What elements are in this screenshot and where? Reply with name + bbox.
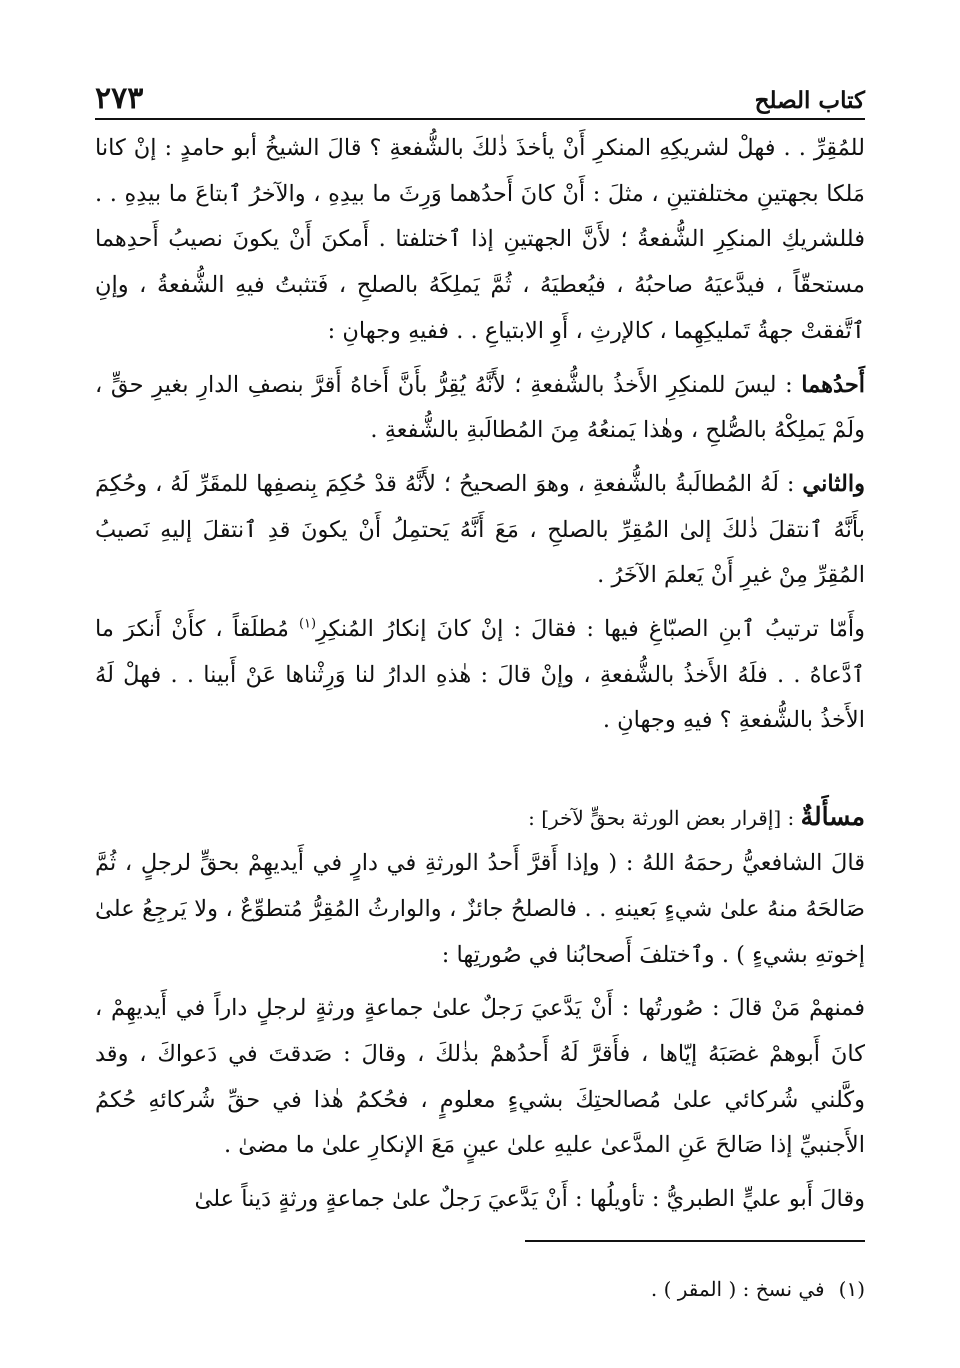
paragraph-text: وأَمّا ترتيبُ ٱبنِ الصبّاغِ فيها : فقالَ : إنْ كانَ إنكارُ المُنكِرِ bbox=[316, 616, 865, 643]
paragraph-text: قالَ الشافعيُّ رحمَهُ اللهُ : ( وإذا أَقرَّ أَحدُ الورثةِ في دارٍ في أَيديهِمْ بحقٍّ لرجلٍ ، ثُمَّ صَالحَهُ منهُ علىٰ شيءٍ بَعينهِ . . فالصلحُ جائزٌ ، والوارثُ المُقِرُّ مُتطوِّعٌ ، ولا يَرجِعُ علىٰ إخوتهِ بشيءٍ ) . وٱختلفَ أَصحابُنا في صُورتِها : bbox=[95, 850, 865, 968]
section-heading bbox=[95, 794, 865, 841]
paragraph-second-view bbox=[95, 462, 865, 599]
footnote-number: (١) bbox=[838, 1277, 865, 1301]
paragraph-intro bbox=[95, 126, 865, 355]
paragraph-first-interpretation bbox=[95, 986, 865, 1169]
paragraph-text: مُطلَقاً ، كأَنْ أَنكرَ ما ٱدَّعاهُ . . فلَهُ الأَخذُ بالشُّفعةِ ، وإنْ قالَ : هٰذهِ الدارُ لنا وَرِثْناها عَنْ أَبينا . . فهلْ لَهُ الأَخذُ بالشُّفعةِ ؟ فيهِ وجهانِ . bbox=[95, 616, 865, 734]
footnote-reference[interactable]: (١) bbox=[298, 616, 317, 632]
main-text bbox=[95, 126, 865, 1223]
paragraph-first-view bbox=[95, 363, 865, 454]
running-header bbox=[95, 70, 865, 120]
paragraph-text: : لَهُ المُطالَبةُ بالشُّفعةِ ، وهوَ الصحيحُ ؛ لأَنَّهُ قدْ حُكِمَ بِنصفِها للمقَرِّ لَهُ ، وحُكِمَ بأَنَّهُ ٱنتقلَ ذٰلكَ إلىٰ المُقِرِّ بالصلحِ ، مَعَ أَنَّهُ يَحتمِلُ أَنْ يكونَ قدِ ٱنتقلَ إليهِ نَصيبُ المُقِرِّ مِنْ غيرِ أَنْ يَعلمَ الآخَرُ . bbox=[95, 470, 865, 589]
section-subtitle: : [إقرار بعض الورثة بحقٍّ لآخر] : bbox=[528, 806, 801, 831]
footnote bbox=[95, 1274, 865, 1304]
section-heading-word: مسأَلةٌ bbox=[800, 802, 865, 832]
footnote-text: في نسخ : ( المقر ) . bbox=[650, 1277, 825, 1301]
paragraph-shafii-quote bbox=[95, 841, 865, 978]
page-number: ٢٧٣ bbox=[95, 81, 144, 116]
paragraph-text: للمُقِرِّ . . فهلْ لشريكِهِ المنكرِ أَنْ يأخذَ ذٰلكَ بالشُّفعةِ ؟ قالَ الشيخُ أبو حامدٍ : إنْ كانا مَلكا بجهتينِ مختلفتينِ ، مثلَ : أَنْ كانَ أَحدُهما وَرِثَ ما بيدِهِ ، والآخرُ ٱبتاعَ ما بيدِهِ . . فللشريكِ المنكِرِ الشُّفعةُ ؛ لأَنَّ الجهتينِ إذا ٱختلفتا . أَمكنَ أَنْ يكونَ نصيبُ أَحدِهما مستحقّاً ، فيدَّعيَهُ صاحبُهُ ، فيُعطيَهُ ، ثُمَّ يَملِكَهُ بالصلحِ ، فَتثبتُ فيهِ الشُّفعةُ ، وإنِ ٱتَّفقتْ جهةُ تَمليكِهِما ، كالإرثِ ، أَوِ الابتياعِ . . ففيهِ وجهانِ : bbox=[95, 135, 865, 344]
paragraph-text: فمنهمْ مَنْ قالَ : صُورتُها : أَنْ يَدَّعيَ رَجلٌ علىٰ جماعةٍ ورثةٍ لرجلٍ داراً في أَيديهِمْ ، كانَ أَبوهمْ غصَبَهُ إيّاها ، فأَقرَّ لَهُ أَحدُهمْ بذٰلكَ ، وقالَ : صَدقتَ في دَعواكَ ، وقد وكَّلني شُركائي علىٰ مُصالحتِكَ بشيءٍ معلومٍ ، فحُكمُ هٰذا في حقِّ شُركائهِ حُكمُ الأَجنبيِّ إذا صَالحَ عَنِ المدَّعىٰ عليهِ علىٰ عينٍ مَعَ الإنكارِ علىٰ ما مضىٰ . bbox=[95, 995, 865, 1159]
paragraph-text: وقالَ أَبو عليٍّ الطبريُّ : تأويلُها : أَنْ يَدَّعيَ رَجلٌ علىٰ جماعةٍ ورثةٍ دَيناً علىٰ bbox=[194, 1186, 865, 1213]
paragraph-lead: أَحدُهما bbox=[801, 371, 865, 398]
paragraph-tabari-interpretation bbox=[95, 1177, 865, 1223]
footnote-divider bbox=[525, 1240, 865, 1242]
paragraph-text: : ليسَ للمنكِرِ الأَخذُ بالشُّفعةِ ؛ لأَنَّهُ يُقِرُّ بأَنَّ أَخاهُ أَقرَّ بنصفِ الدارِ بغيرِ حقٍّ ، ولَمْ يَملِكْهُ بالصُّلحِ ، وهٰذا يَمنعُهُ مِنَ المُطالَبةِ بالشُّفعةِ . bbox=[95, 371, 865, 444]
book-title: كتاب الصلح bbox=[754, 87, 865, 114]
paragraph-lead: والثاني bbox=[802, 470, 865, 497]
paragraph-ibn-al-sabbagh bbox=[95, 607, 865, 744]
